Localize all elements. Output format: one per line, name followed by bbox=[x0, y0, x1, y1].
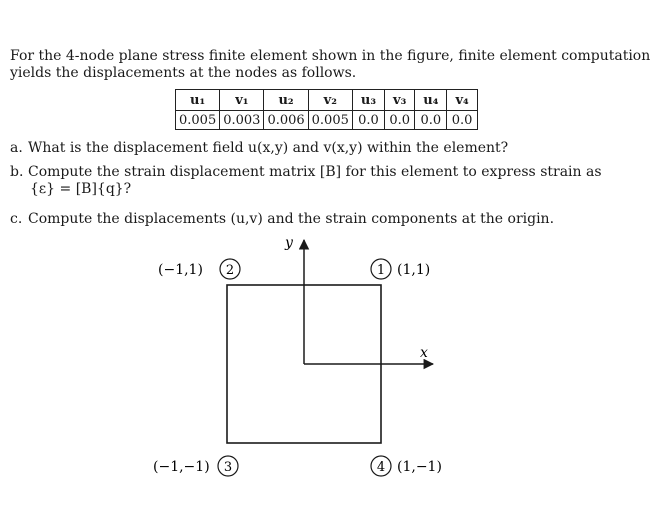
value-v3: 0.0 bbox=[385, 111, 415, 130]
question-a-text: What is the displacement field u(x,y) and v(x,y) within the element? bbox=[28, 140, 509, 156]
value-u4: 0.0 bbox=[415, 111, 447, 130]
header-u3: u₃ bbox=[352, 90, 384, 111]
value-v4: 0.0 bbox=[447, 111, 477, 130]
node-1-coord: (1,1) bbox=[397, 262, 431, 278]
value-u2: 0.006 bbox=[264, 111, 308, 130]
node-4-coord: (1,−1) bbox=[397, 459, 442, 475]
node-2-coord: (−1,1) bbox=[158, 262, 203, 278]
x-axis-label: x bbox=[420, 345, 428, 361]
value-v1: 0.003 bbox=[220, 111, 264, 130]
node-3-coord: (−1,−1) bbox=[153, 459, 210, 475]
header-v3: v₃ bbox=[385, 90, 415, 111]
value-u1: 0.005 bbox=[176, 111, 220, 130]
value-u3: 0.0 bbox=[352, 111, 384, 130]
node-1-number: 1 bbox=[376, 263, 386, 278]
header-u2: u₂ bbox=[264, 90, 308, 111]
question-b-formula: {ε} = [B]{q}? bbox=[30, 181, 132, 197]
node-3-number: 3 bbox=[223, 460, 233, 475]
node-2-number: 2 bbox=[225, 263, 235, 278]
header-v2: v₂ bbox=[308, 90, 352, 111]
y-axis-label: y bbox=[285, 235, 293, 251]
problem-intro: For the 4-node plane stress finite element shown in the figure, finite element computation yields the displacements at the nodes as follows. bbox=[10, 48, 651, 81]
header-v1: v₁ bbox=[220, 90, 264, 111]
node-4-number: 4 bbox=[376, 460, 386, 475]
header-v4: v₄ bbox=[447, 90, 477, 111]
question-c-text: Compute the displacements (u,v) and the strain components at the origin. bbox=[28, 211, 555, 227]
header-u4: u₄ bbox=[415, 90, 447, 111]
header-u1: u₁ bbox=[176, 90, 220, 111]
question-c-label: c. bbox=[10, 211, 23, 227]
question-a-label: a. bbox=[10, 140, 23, 156]
value-v2: 0.005 bbox=[308, 111, 352, 130]
question-b-text: Compute the strain displacement matrix [B] for this element to express strain as bbox=[28, 164, 602, 180]
question-b-label: b. bbox=[10, 164, 24, 180]
